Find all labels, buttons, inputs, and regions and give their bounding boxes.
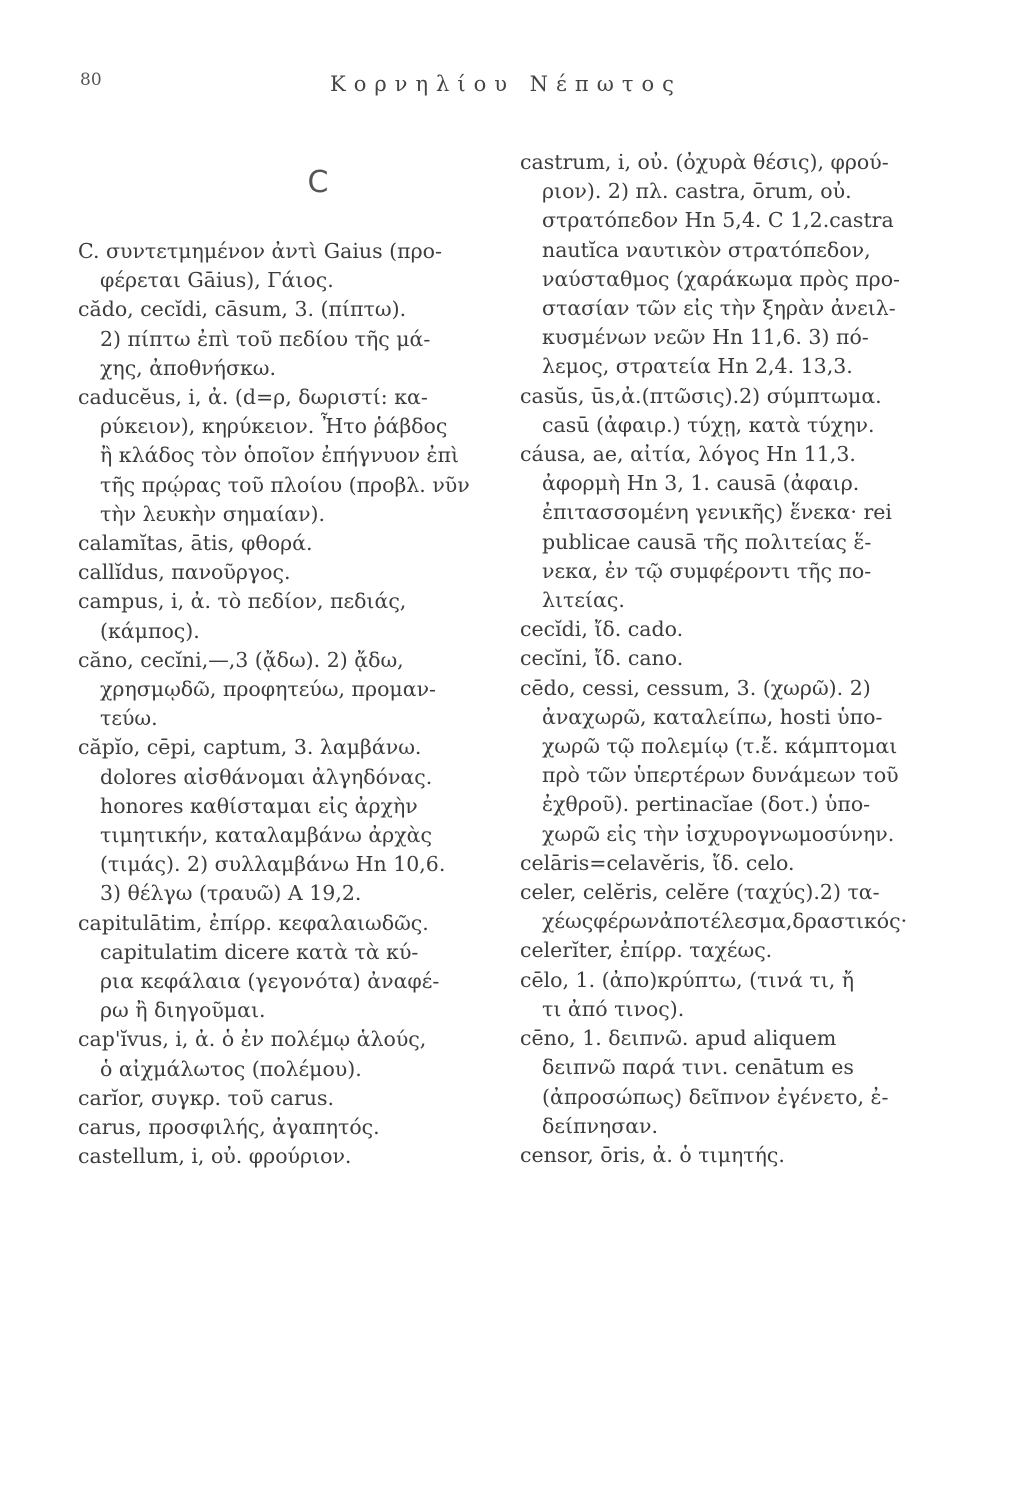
dictionary-line: τὴν λευκὴν σημαίαν). [100, 501, 326, 526]
dictionary-line: căpĭo, cēpi, captum, 3. λαμβάνω. [78, 735, 422, 760]
dictionary-line: τῆς πρῴρας τοῦ πλοίου (προβλ. νῦν [100, 472, 470, 497]
right-column-entries [520, 148, 945, 1170]
dictionary-line: castellum, i, οὐ. φρούριον. [78, 1144, 352, 1169]
dictionary-line: φέρεται Gāius), Γάιος. [100, 268, 334, 293]
dictionary-line: ριον). 2) πλ. castra, ōrum, οὐ. [542, 179, 852, 204]
dictionary-line: χρησμῳδῶ, προφητεύω, προμαν- [100, 677, 436, 702]
dictionary-line: carĭor, συγκρ. τοῦ carus. [78, 1085, 334, 1110]
dictionary-line: ἀφορμὴ Hn 3, 1. causā (ἀφαιρ. [542, 471, 860, 496]
dictionary-line: ἐπιτασσομένη γενικῆς) ἕνεκα· rei [542, 500, 892, 525]
dictionary-line: τι ἀπό τινος). [542, 996, 685, 1021]
section-letter: C [307, 165, 329, 200]
dictionary-line: publicae causā τῆς πολιτείας ἕ- [542, 529, 872, 554]
dictionary-line: νεκα, ἐν τῷ συμφέροντι τῆς πο- [542, 558, 872, 583]
dictionary-line: castrum, i, οὐ. (ὀχυρὰ θέσις), φρού- [520, 150, 889, 174]
dictionary-line: capitulatim dicere κατὰ τὰ κύ- [100, 939, 419, 964]
dictionary-line: 3) θέλγω (τραυῶ) A 19,2. [100, 881, 362, 906]
dictionary-line: ρύκειον), κηρύκειον. Ἦτο ῥάβδος [100, 414, 448, 439]
dictionary-line: campus, i, ἀ. τὸ πεδίον, πεδιάς, [78, 589, 407, 614]
dictionary-line: căno, cecĭni,—,3 (ᾄδω). 2) ᾄδω, [78, 647, 404, 672]
dictionary-line: celāris=celavĕris, ἴδ. celo. [520, 850, 795, 875]
dictionary-line: cēno, 1. δειπνῶ. apud aliquem [520, 1026, 837, 1051]
dictionary-line: χωρῶ εἰς τὴν ἰσχυρογνωμοσύνην. [542, 821, 895, 846]
dictionary-line: carus, προσφιλής, ἀγαπητός. [78, 1115, 380, 1140]
dictionary-line: (τιμάς). 2) συλλαμβάνω Hn 10,6. [100, 852, 446, 877]
dictionary-line: χης, ἀποθνήσκω. [100, 355, 277, 380]
dictionary-line: ἢ κλάδος τὸν ὁποῖον ἐπήγνυον ἐπὶ [100, 443, 460, 468]
dictionary-line: nautĭca ναυτικὸν στρατόπεδον, [542, 237, 871, 262]
dictionary-line: ναύσταθμος (χαράκωμα πρὸς προ- [542, 266, 900, 291]
left-column [78, 163, 508, 1172]
dictionary-line: ρια κεφάλαια (γεγονότα) ἀναφέ- [100, 969, 440, 994]
dictionary-line: στρατόπεδον Hn 5,4. C 1,2.castra [542, 208, 894, 233]
running-head: Κορνηλίου Νέπωτος [330, 72, 682, 96]
dictionary-line: δείπνησαν. [542, 1113, 659, 1138]
dictionary-line: ὁ αἰχμάλωτος (πολέμου). [100, 1056, 362, 1081]
dictionary-line: δειπνῶ παρά τινι. cenātum es [542, 1055, 854, 1080]
dictionary-line: cēlo, 1. (ἀπο)κρύπτω, (τινά τι, ἤ [520, 967, 855, 992]
dictionary-line: cēdo, cessi, cessum, 3. (χωρῶ). 2) [520, 675, 871, 700]
dictionary-line: C. συντετμημένον ἀντὶ Gaius (προ- [78, 239, 442, 263]
dictionary-line: capitulātim, ἐπίρρ. κεφαλαιωδῶς. [78, 910, 429, 935]
dictionary-line: κυσμένων νεῶν Hn 11,6. 3) πό- [542, 325, 869, 350]
dictionary-line: celer, celĕris, celĕre (ταχύς).2) τα- [520, 880, 880, 905]
dictionary-line: cecĭdi, ἴδ. cado. [520, 617, 684, 642]
dictionary-line: cecĭni, ἴδ. cano. [520, 646, 684, 671]
left-column-entries [78, 237, 508, 1172]
dictionary-line: ἀναχωρῶ, καταλείπω, hosti ὑπο- [542, 704, 883, 729]
right-column [520, 148, 945, 1170]
dictionary-line: λεμος, στρατεία Hn 2,4. 13,3. [542, 354, 853, 379]
dictionary-line: caducĕus, i, ἀ. (d=ρ, δωριστί: κα- [78, 385, 428, 410]
dictionary-line: cap'ĭvus, i, ἀ. ὁ ἐν πολέμῳ ἁλούς, [78, 1027, 427, 1052]
dictionary-line: τεύω. [100, 706, 158, 731]
dictionary-line: celerĭter, ἐπίρρ. ταχέως. [520, 938, 773, 963]
dictionary-line: χωρῶ τῷ πολεμίῳ (τ.ἔ. κάμπτομαι [542, 734, 898, 759]
dictionary-line: ἐχθροῦ). pertinacĭae (δοτ.) ὑπο- [542, 792, 871, 817]
dictionary-line: τιμητικήν, καταλαμβάνω ἀρχὰς [100, 823, 432, 848]
dictionary-line: ρω ἢ διηγοῦμαι. [100, 998, 266, 1023]
dictionary-line: 2) πίπτω ἐπὶ τοῦ πεδίου τῆς μά- [100, 326, 431, 351]
dictionary-line: dolores αἰσθάνομαι ἀλγηδόνας. [100, 764, 433, 789]
dictionary-line: casū (ἀφαιρ.) τύχῃ, κατὰ τύχην. [542, 412, 875, 437]
dictionary-line: (ἀπροσώπως) δεῖπνον ἐγένετο, ἐ- [542, 1084, 889, 1109]
dictionary-line: callĭdus, πανοῦργος. [78, 560, 291, 585]
dictionary-line: στασίαν τῶν εἰς τὴν ξηρὰν ἀνειλ- [542, 296, 896, 321]
dictionary-line: (κάμπος). [100, 618, 200, 643]
dictionary-line: πρὸ τῶν ὑπερτέρων δυνάμεων τοῦ [542, 763, 899, 788]
dictionary-line: χέωςφέρωνἀποτέλεσμα,δραστικός· [542, 909, 908, 934]
dictionary-line: cáusa, ae, αἰτία, λόγος Hn 11,3. [520, 442, 856, 467]
dictionary-line: cădo, cecĭdi, cāsum, 3. (πίπτω). [78, 297, 407, 322]
dictionary-line: censor, ōris, ἀ. ὁ τιμητής. [520, 1142, 785, 1167]
dictionary-line: calamĭtas, ātis, φθορά. [78, 531, 313, 556]
dictionary-line: casŭs, ūs,ἀ.(πτῶσις).2) σύμπτωμα. [520, 383, 882, 408]
dictionary-line: honores καθίσταμαι εἰς ἀρχὴν [100, 793, 418, 818]
page-number: 80 [80, 70, 102, 90]
dictionary-line: λιτείας. [542, 588, 625, 613]
